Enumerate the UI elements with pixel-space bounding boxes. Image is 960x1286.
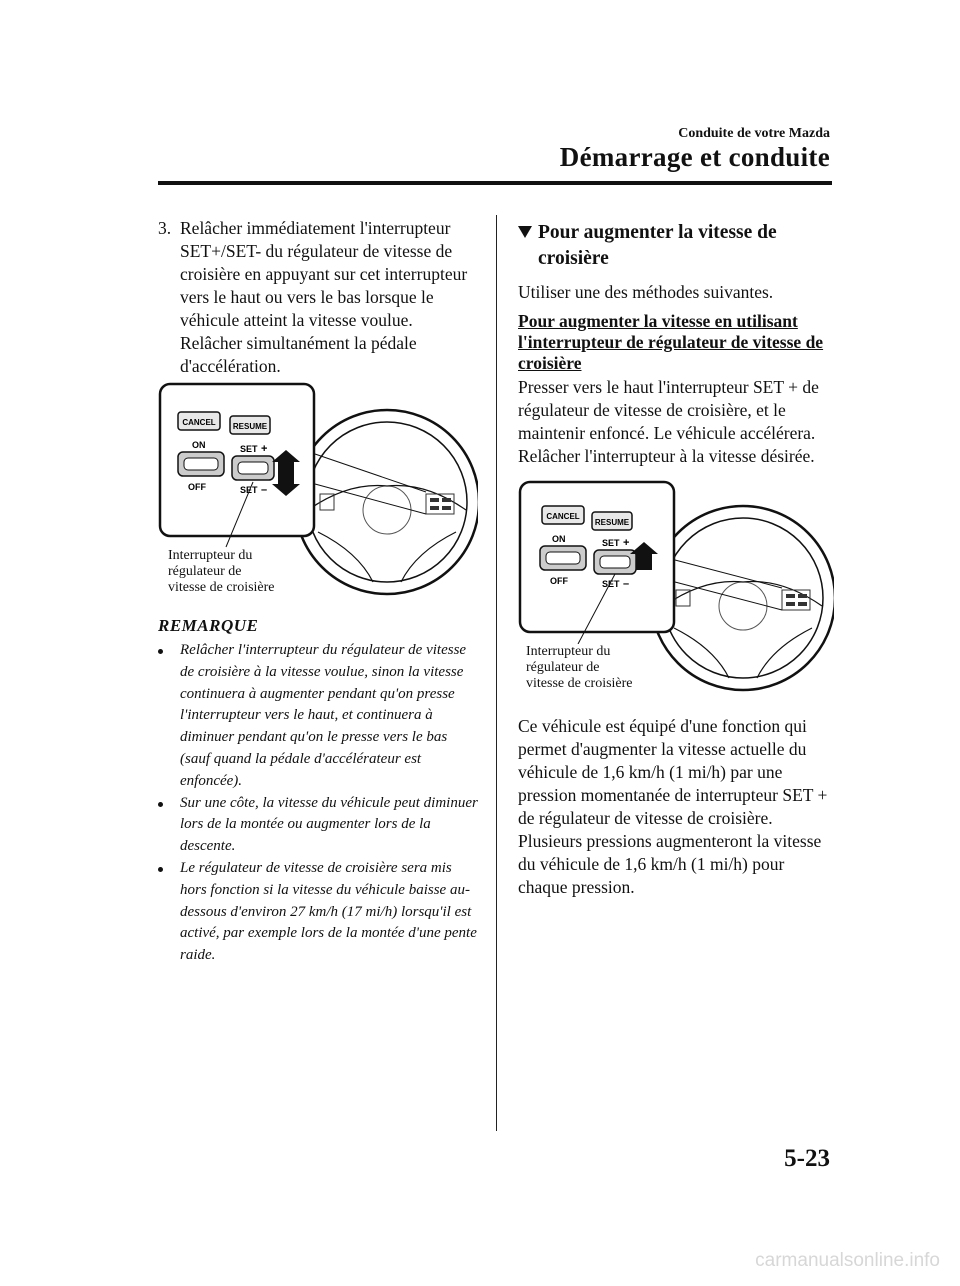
subheading: Pour augmenter la vitesse en utilisant l'interrupteur de régulateur de vitesse de croisière	[518, 311, 824, 373]
resume-label: RESUME	[232, 422, 268, 431]
cancel-label: CANCEL	[182, 418, 216, 427]
section-heading: Pour augmenter la vitesse de croisière	[518, 220, 818, 272]
step-number: 3.	[158, 218, 172, 238]
on-label: ON	[192, 440, 206, 450]
set-plus-label: SET	[602, 538, 620, 548]
cruise-switch-figure-2	[518, 480, 834, 698]
svg-text:+: +	[261, 443, 268, 455]
paragraph-2: Ce véhicule est équipé d'une fonction qui permet d'augmenter la vitesse actuelle du véhicule de 1,6 km/h (1 mi/h) par une pression momentanée de interrupteur SET + de régulateur de vitesse de croisière. Plusieurs pressions augmenteront la vitesse du véhicule de 1,6 km/h (1 mi/h) pour chaque pression.	[518, 716, 828, 897]
set-minus-label: SET	[602, 579, 620, 589]
cancel-label: CANCEL	[546, 512, 580, 521]
bullet-icon	[158, 802, 163, 807]
set-minus-label: SET	[240, 485, 258, 495]
figure-1-caption	[168, 548, 275, 596]
column-divider	[496, 215, 497, 1131]
figure-2-caption	[526, 644, 633, 692]
triangle-marker-icon	[518, 226, 532, 238]
bullet-icon	[158, 867, 163, 872]
note-item: Relâcher l'interrupteur du régulateur de vitesse de croisière à la vitesse voulue, sinon la vitesse continuera à augmenter pendant qu'on presse l'interrupteur vers le haut, et continuera à diminuer pendant qu'on le presse vers le bas (sauf quand la pédale d'accélérateur est enfoncée).	[158, 640, 478, 793]
off-label: OFF	[550, 576, 568, 586]
off-label: OFF	[188, 482, 206, 492]
svg-text:+: +	[623, 537, 630, 549]
note-title: REMARQUE	[158, 616, 259, 635]
paragraph-1: Presser vers le haut l'interrupteur SET + de régulateur de vitesse de croisière, et le maintenir enfoncé. Le véhicule accélérera. Relâcher l'interrupteur à la vitesse désirée.	[518, 377, 819, 466]
running-header-title: Démarrage et conduite	[559, 142, 830, 172]
step-text: Relâcher immédiatement l'interrupteur SET+/SET- du régulateur de vitesse de croisière en appuyant sur cet interrupteur vers le haut ou vers le bas lorsque le véhicule atteint la vitesse voulue. Relâcher simultanément la pédale d'accélération.	[180, 218, 468, 376]
note-item: Sur une côte, la vitesse du véhicule peut diminuer lors de la montée ou augmenter lors de la descente.	[158, 793, 478, 858]
on-label: ON	[552, 534, 566, 544]
caption-line: Interrupteur du	[526, 644, 611, 659]
bullet-icon	[158, 649, 163, 654]
caption-line: Interrupteur du	[168, 548, 253, 563]
page-number: 5-23	[784, 1145, 830, 1172]
running-header-subtitle: Conduite de votre Mazda	[678, 126, 830, 141]
intro-text: Utiliser une des méthodes suivantes.	[518, 282, 774, 302]
caption-line: vitesse de croisière	[526, 676, 633, 691]
step-3	[158, 217, 478, 378]
note-item: Le régulateur de vitesse de croisière sera mis hors fonction si la vitesse du véhicule baisse au-dessous d'environ 27 km/h (17 mi/h) lorsqu'il est activé, par exemple lors de la montée d'une pente raide.	[158, 858, 478, 967]
resume-label: RESUME	[594, 518, 630, 527]
caption-line: régulateur de	[526, 660, 600, 675]
watermark: carmanualsonline.info	[755, 1250, 940, 1271]
set-plus-label: SET	[240, 444, 258, 454]
cruise-switch-figure-1	[158, 382, 478, 600]
header-rule	[158, 181, 832, 185]
svg-text:–: –	[261, 484, 268, 496]
svg-text:–: –	[623, 578, 630, 590]
note-list	[158, 640, 478, 967]
caption-line: régulateur de	[168, 564, 242, 579]
caption-line: vitesse de croisière	[168, 580, 275, 595]
